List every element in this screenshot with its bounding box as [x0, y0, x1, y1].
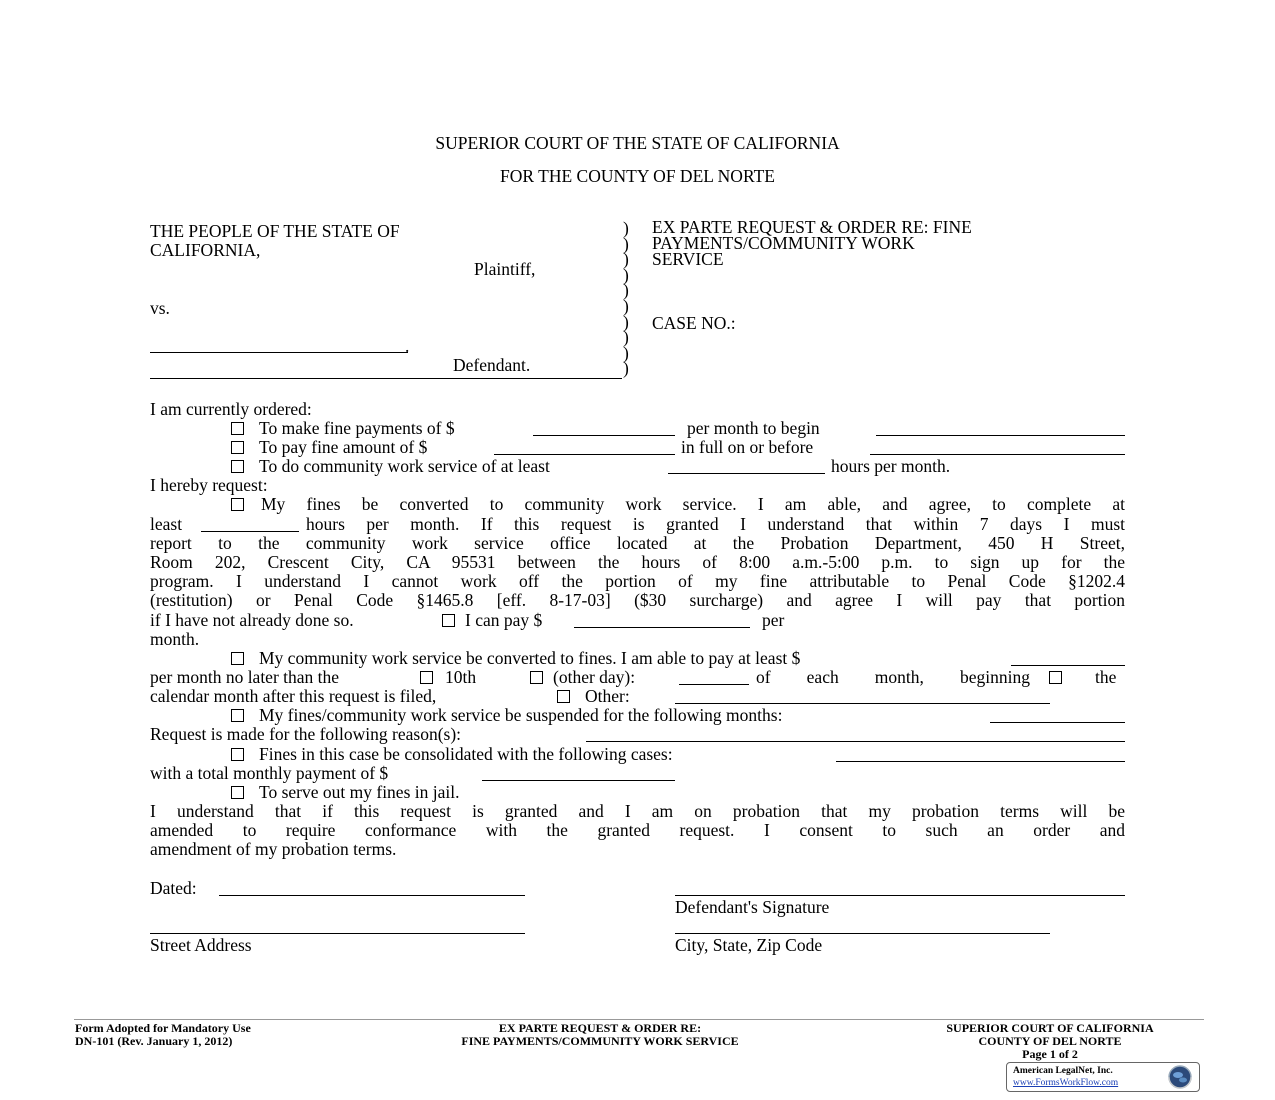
- req5-checkbox[interactable]: [231, 786, 244, 799]
- opt3-label-b: hours per month.: [831, 456, 951, 476]
- req2-line2-c: (other day):: [553, 667, 636, 687]
- req4-line2: with a total monthly payment of $: [150, 763, 389, 783]
- req2-amount-field[interactable]: [1011, 665, 1125, 666]
- opt2-label-a: To pay fine amount of $: [259, 437, 428, 457]
- req1-checkbox[interactable]: [231, 498, 244, 511]
- dated-field[interactable]: [219, 895, 525, 896]
- opt3-label-a: To do community work service of at least: [259, 456, 550, 476]
- footer-right: SUPERIOR COURT OF CALIFORNIA COUNTY OF DEL NORTE Page 1 of 2: [900, 1022, 1200, 1061]
- page-number: Page 1 of 2: [1022, 1047, 1078, 1061]
- city-state-zip-line[interactable]: [675, 933, 1050, 934]
- req3-line2: Request is made for the following reason(s):: [150, 724, 462, 744]
- req2-other-checkbox[interactable]: [557, 690, 570, 703]
- opt1-label-b: per month to begin: [687, 418, 820, 438]
- req2-other-field[interactable]: [675, 703, 1050, 704]
- req1-line4: Room 202, Crescent City, CA 95531 between the hours of 8:00 a.m.-5:00 p.m. to sign up for the: [150, 552, 1125, 572]
- vs-label: vs.: [150, 298, 170, 318]
- req2-other-day-field[interactable]: [679, 684, 749, 685]
- req2-10th-checkbox[interactable]: [420, 671, 433, 684]
- document-title: EX PARTE REQUEST & ORDER RE: FINE PAYMENTS/COMMUNITY WORK SERVICE: [652, 217, 972, 269]
- plaintiff-label: Plaintiff,: [474, 259, 536, 279]
- req4-checkbox[interactable]: [231, 748, 244, 761]
- req4-payment-field[interactable]: [482, 780, 675, 781]
- city-state-zip-label: City, State, Zip Code: [675, 935, 823, 955]
- req1-line8: month.: [150, 629, 200, 649]
- req1-least: least: [150, 514, 183, 534]
- req3-checkbox[interactable]: [231, 709, 244, 722]
- opt2-amount-field[interactable]: [494, 454, 675, 455]
- req2-line3-a: calendar month after this request is filed,: [150, 686, 437, 706]
- req5-line1: To serve out my fines in jail.: [259, 782, 460, 802]
- defendant-name-line[interactable]: [150, 352, 408, 353]
- defendant-signature-line[interactable]: [675, 895, 1125, 896]
- opt1-begin-field[interactable]: [876, 435, 1125, 436]
- req2-line2-d: of each month, beginning: [756, 667, 1030, 687]
- req2-other-day-checkbox[interactable]: [530, 671, 543, 684]
- people-line2: CALIFORNIA,: [150, 240, 261, 260]
- street-address-label: Street Address: [150, 935, 252, 955]
- req2-line3-b: Other:: [585, 686, 630, 706]
- opt1-checkbox[interactable]: [231, 422, 244, 435]
- globe-icon: [1163, 1064, 1197, 1090]
- req2-beginning-checkbox[interactable]: [1049, 671, 1062, 684]
- opt1-amount-field[interactable]: [533, 435, 675, 436]
- req4-cases-field[interactable]: [836, 761, 1125, 762]
- req3-reason-field[interactable]: [586, 741, 1125, 742]
- req1-line2: hours per month. If this request is granted I understand that within 7 days I must: [306, 514, 1125, 534]
- req1-line7-a: if I have not already done so.: [150, 610, 354, 630]
- opt3-checkbox[interactable]: [231, 460, 244, 473]
- opt1-label-a: To make fine payments of $: [259, 418, 455, 438]
- req1-line6: (restitution) or Penal Code §1465.8 [eff. 8-17-03] ($30 surcharge) and agree I will pay that portion: [150, 590, 1125, 610]
- ordered-intro: I am currently ordered:: [150, 399, 312, 419]
- understand-line2: amended to require conformance with the granted request. I consent to such an order and: [150, 820, 1125, 840]
- people-line1: THE PEOPLE OF THE STATE OF: [150, 221, 400, 241]
- req1-line5: program. I understand I cannot work off the portion of my fine attributable to Penal Code §1202.4: [150, 571, 1125, 591]
- req1-pay-checkbox[interactable]: [442, 614, 455, 627]
- dated-label: Dated:: [150, 878, 197, 898]
- understand-line1: I understand that if this request is granted and I am on probation that my probation terms will be: [150, 801, 1125, 821]
- req1-line7-c: per: [762, 610, 785, 630]
- req2-line2-b: 10th: [445, 667, 477, 687]
- defendant-label: Defendant.: [453, 355, 531, 375]
- opt2-checkbox[interactable]: [231, 441, 244, 454]
- defendant-signature-label: Defendant's Signature: [675, 897, 830, 917]
- caption-bottom-rule: [150, 378, 622, 379]
- understand-line3: amendment of my probation terms.: [150, 839, 397, 859]
- req1-line7-b: I can pay $: [465, 610, 543, 630]
- request-intro: I hereby request:: [150, 475, 268, 495]
- opt2-label-b: in full on or before: [681, 437, 814, 457]
- footer-rule: [74, 1019, 1204, 1020]
- footer-center: EX PARTE REQUEST & ORDER RE: FINE PAYMENTS/COMMUNITY WORK SERVICE: [461, 1021, 739, 1048]
- req1-line3: report to the community work service office located at the Probation Department, 450 H Street,: [150, 533, 1125, 553]
- req1-pay-amount-field[interactable]: [574, 627, 750, 628]
- county-title: FOR THE COUNTY OF DEL NORTE: [500, 166, 775, 186]
- footer-left: Form Adopted for Mandatory Use DN-101 (Rev. January 1, 2012): [75, 1021, 251, 1048]
- req4-line1: Fines in this case be consolidated with the following cases:: [259, 744, 673, 764]
- vendor-name: American LegalNet, Inc.: [1013, 1066, 1113, 1076]
- req1-line1: My fines be converted to community work service. I am able, and agree, to complete at: [261, 494, 1125, 514]
- opt3-hours-field[interactable]: [668, 473, 825, 474]
- req1-hours-field[interactable]: [201, 531, 299, 532]
- vendor-link[interactable]: www.FormsWorkFlow.com: [1013, 1078, 1119, 1088]
- court-title: SUPERIOR COURT OF THE STATE OF CALIFORNIA: [435, 133, 840, 153]
- req2-line2-e: the: [1095, 667, 1117, 687]
- street-address-line[interactable]: [150, 933, 525, 934]
- req2-checkbox[interactable]: [231, 652, 244, 665]
- opt2-date-field[interactable]: [870, 454, 1125, 455]
- caption-parens: ) ) ) ) ) ) ) ) ) ): [623, 218, 629, 379]
- req3-line1: My fines/community work service be suspended for the following months:: [259, 705, 783, 725]
- vendor-logo[interactable]: [1006, 1062, 1200, 1092]
- case-no-label: CASE NO.:: [652, 313, 736, 333]
- req3-months-field[interactable]: [990, 722, 1125, 723]
- defendant-period: .: [405, 336, 410, 356]
- req2-line1: My community work service be converted to fines. I am able to pay at least $: [259, 648, 801, 668]
- req2-line2-a: per month no later than the: [150, 667, 340, 687]
